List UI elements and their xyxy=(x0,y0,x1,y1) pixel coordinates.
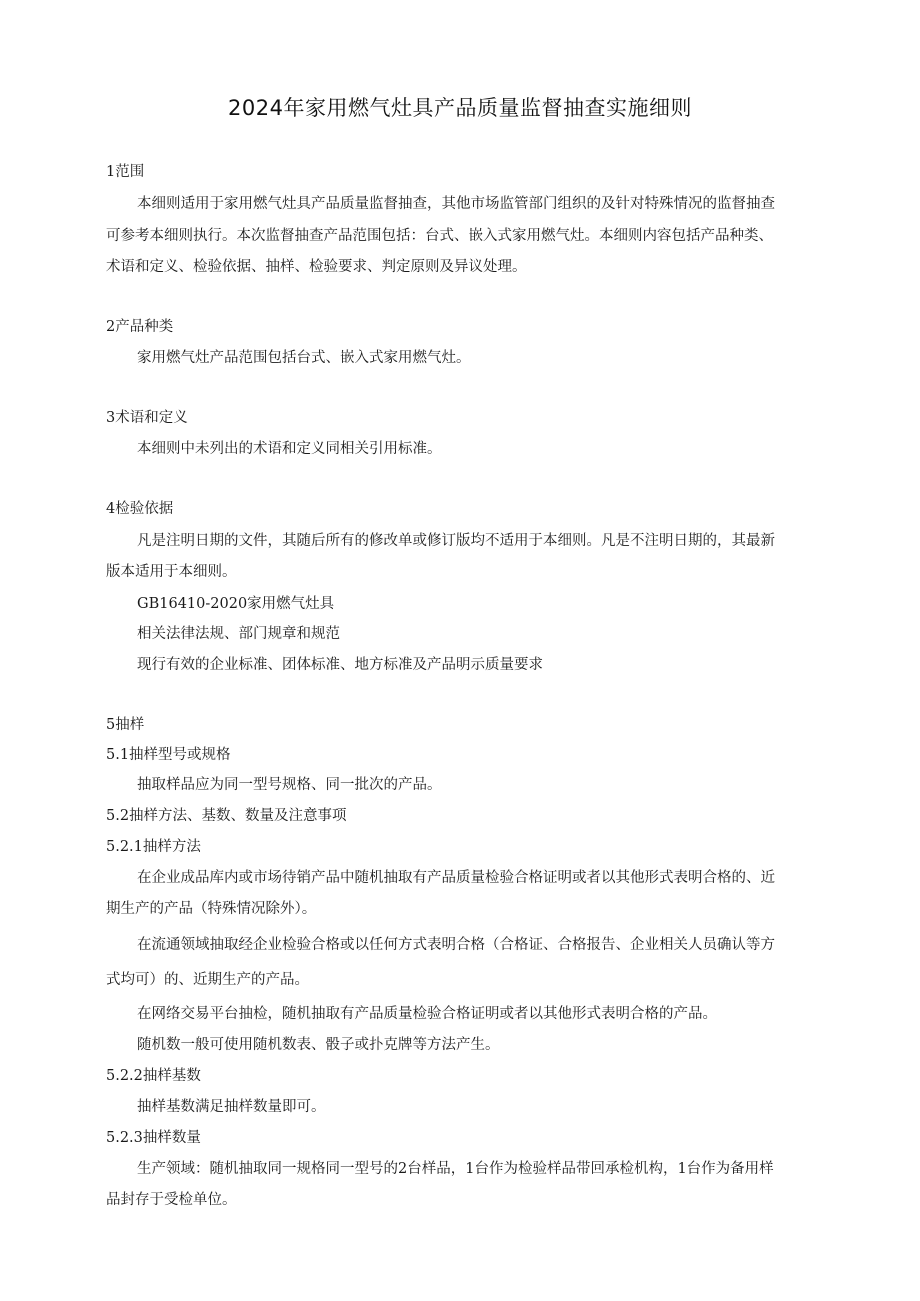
paragraph-line: 在网络交易平台抽检，随机抽取有产品质量检验合格证明或者以其他形式表明合格的产品。 xyxy=(137,1006,717,1022)
paragraph-line: 在流通领域抽取经企业检验合格或以任何方式表明合格（合格证、合格报告、企业相关人员确认等方 xyxy=(137,937,775,953)
paragraph-line: 可参考本细则执行。本次监督抽查产品范围包括：台式、嵌入式家用燃气灶。本细则内容包括产品种类、 xyxy=(106,228,773,244)
section-heading-terms: 3术语和定义 xyxy=(106,410,188,426)
paragraph-line: 生产领域：随机抽取同一规格同一型号的2台样品，1台作为检验样品带回承检机构，1台作为备用样 xyxy=(137,1161,774,1177)
subsection-heading: 5.2.3抽样数量 xyxy=(106,1130,201,1146)
section-heading-product-types: 2产品种类 xyxy=(106,319,174,335)
document-title: 2024年家用燃气灶具产品质量监督抽查实施细则 xyxy=(228,96,692,120)
paragraph-line: 品封存于受检单位。 xyxy=(106,1192,237,1208)
reference-item: GB16410-2020家用燃气灶具 xyxy=(137,596,335,612)
paragraph-line: 抽取样品应为同一型号规格、同一批次的产品。 xyxy=(137,777,442,793)
subsection-heading: 5.2.1抽样方法 xyxy=(106,839,201,855)
paragraph-line: 版本适用于本细则。 xyxy=(106,564,237,580)
paragraph-line: 随机数一般可使用随机数表、骰子或扑克牌等方法产生。 xyxy=(137,1037,500,1053)
subsection-heading: 5.2.2抽样基数 xyxy=(106,1068,201,1084)
subsection-heading: 5.1抽样型号或规格 xyxy=(106,747,231,763)
paragraph-line: 本细则适用于家用燃气灶具产品质量监督抽查，其他市场监管部门组织的及针对特殊情况的监督抽查 xyxy=(137,196,775,212)
section-heading-inspection-basis: 4检验依据 xyxy=(106,501,174,517)
subsection-heading: 5.2抽样方法、基数、数量及注意事项 xyxy=(106,808,347,824)
paragraph-line: 在企业成品库内或市场待销产品中随机抽取有产品质量检验合格证明或者以其他形式表明合格的、近 xyxy=(137,870,775,886)
section-heading-scope: 1范围 xyxy=(106,164,145,180)
paragraph-line: 凡是注明日期的文件，其随后所有的修改单或修订版均不适用于本细则。凡是不注明日期的，其最新 xyxy=(137,533,775,549)
paragraph-line: 术语和定义、检验依据、抽样、检验要求、判定原则及异议处理。 xyxy=(106,259,527,275)
paragraph-line: 本细则中未列出的术语和定义同相关引用标准。 xyxy=(137,441,442,457)
reference-item: 相关法律法规、部门规章和规范 xyxy=(137,626,340,642)
paragraph-line: 家用燃气灶产品范围包括台式、嵌入式家用燃气灶。 xyxy=(137,350,471,366)
section-heading-sampling: 5抽样 xyxy=(106,717,145,733)
reference-item: 现行有效的企业标准、团体标准、地方标准及产品明示质量要求 xyxy=(137,657,543,673)
paragraph-line: 式均可）的、近期生产的产品。 xyxy=(106,972,309,988)
paragraph-line: 抽样基数满足抽样数量即可。 xyxy=(137,1099,326,1115)
paragraph-line: 期生产的产品（特殊情况除外）。 xyxy=(106,901,317,917)
